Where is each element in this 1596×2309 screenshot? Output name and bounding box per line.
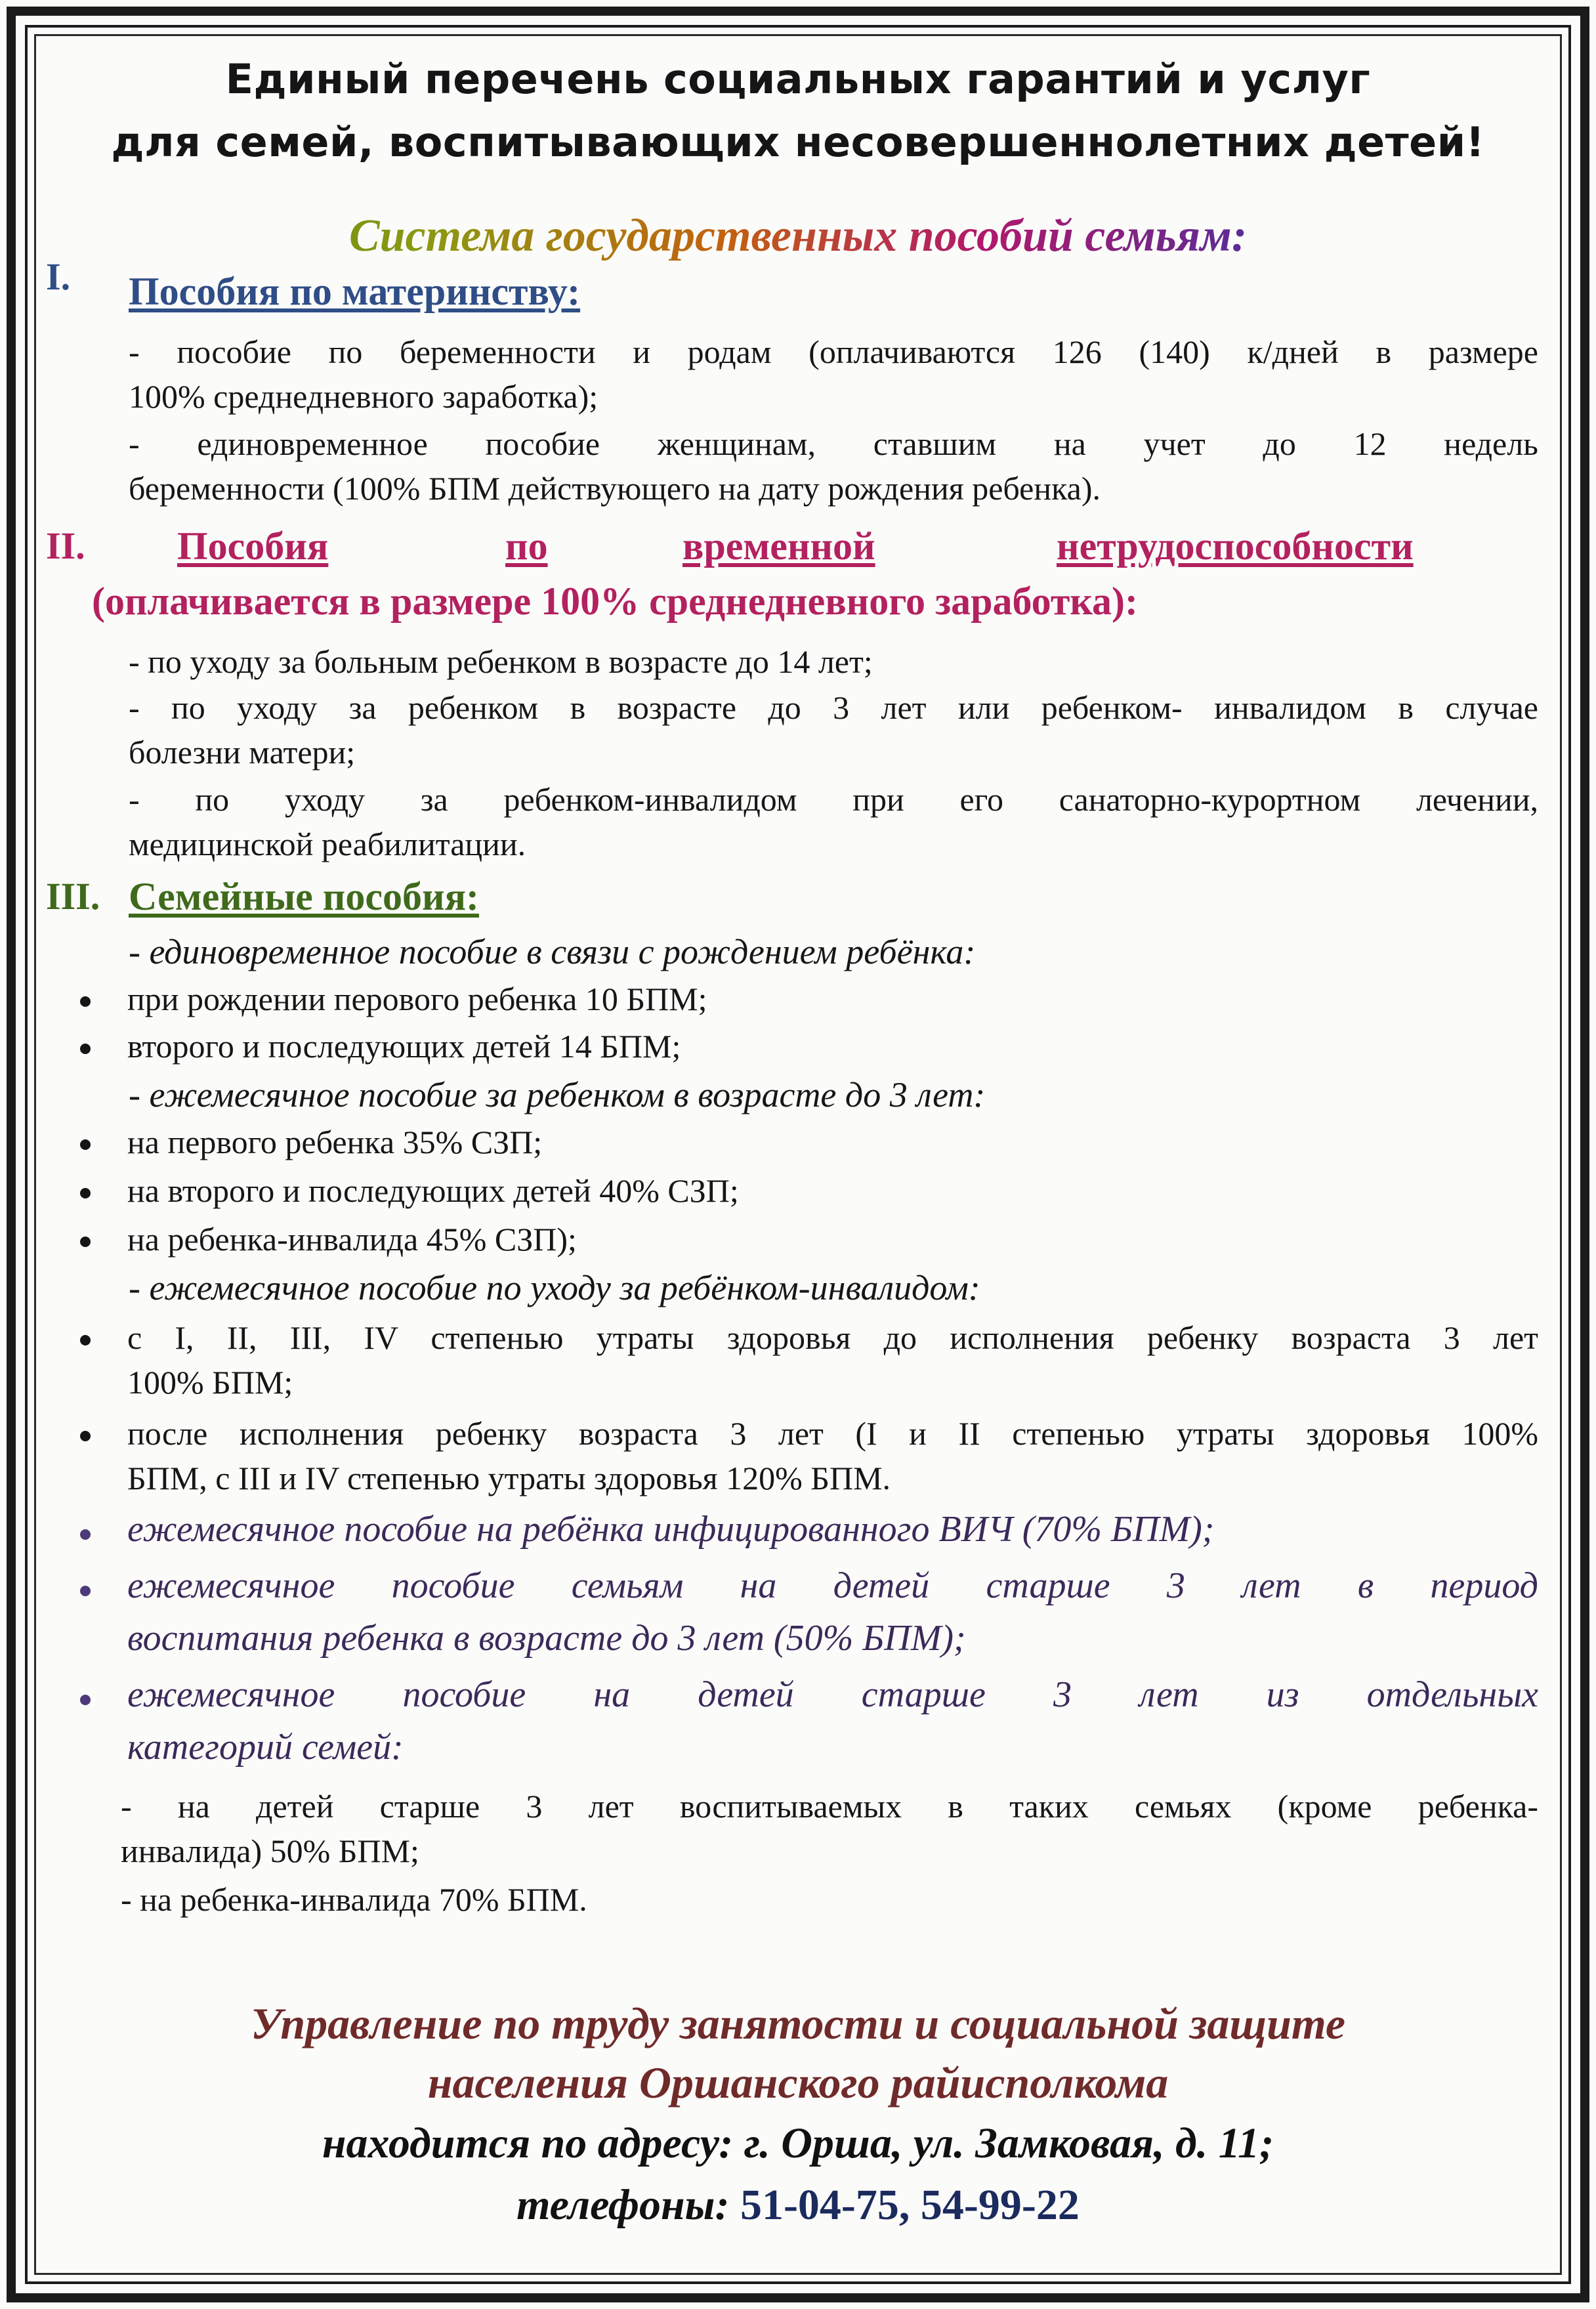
section3-bullet10-line1: ежемесячное пособие на детей старше 3 лет из отдельных [127, 1674, 1538, 1715]
section3-heading: Семейные пособия: [129, 875, 480, 918]
bullet-dot [80, 1139, 91, 1150]
bullet-dot [80, 1586, 91, 1596]
section3-bullet6-line2: 100% БПМ; [127, 1364, 293, 1401]
section2-item2-line1: - по уходу за ребенком в возрасте до 3 лет или ребенком- инвалидом в случае [129, 689, 1538, 726]
section3-detail2: - на ребенка-инвалида 70% БПМ. [121, 1881, 587, 1918]
section3-bullet2: второго и последующих детей 14 БПМ; [127, 1028, 681, 1065]
section3-bullet5: на ребенка-инвалида 45% СЗП); [127, 1221, 577, 1258]
section2-item2-line2: болезни матери; [129, 734, 356, 771]
section3-detail1-line2: инвалида) 50% БПМ; [121, 1832, 419, 1869]
section2-heading-word4: нетрудоспособности [1057, 524, 1414, 568]
section3-bullet1: при рождении перового ребенка 10 БПМ; [127, 981, 707, 1017]
bullet-dot [80, 1044, 91, 1054]
section1-number: I. [46, 255, 71, 298]
bullet-dot [80, 1335, 91, 1345]
section2-item1: - по уходу за больным ребенком в возрасте до 14 лет; [129, 643, 873, 680]
section3-bullet8: ежемесячное пособие на ребёнка инфицированного ВИЧ (70% БПМ); [127, 1509, 1215, 1550]
section3-number: III. [46, 875, 100, 918]
section3-sub3: - ежемесячное пособие по уходу за ребёнком-инвалидом: [129, 1268, 980, 1307]
subtitle: Система государственных пособий семьям: [46, 210, 1550, 263]
poster-content [46, 46, 1550, 2263]
bullet-dot [80, 1529, 91, 1540]
section3-detail1-line1: - на детей старше 3 лет воспитываемых в таких семьях (кроме ребенка- [121, 1788, 1538, 1825]
section1-para2-line1: - единовременное пособие женщинам, ставшим на учет до 12 недель [129, 425, 1538, 462]
section3-sub1: - единовременное пособие в связи с рождением ребёнка: [129, 932, 976, 971]
section2-item3-line1: - по уходу за ребенком-инвалидом при его санаторно-курортном лечении, [129, 781, 1538, 818]
section1-para1-line2: 100% среднедневного заработка); [129, 378, 598, 415]
footer-organization-line2: населения Оршанского райисполкома [427, 2058, 1169, 2108]
title-line-1: Единый перечень социальных гарантий и услуг [225, 55, 1371, 103]
section1-para2-line2: беременности (100% БПМ действующего на дату рождения ребенка). [129, 470, 1101, 507]
bullet-dot [80, 996, 91, 1007]
section3-bullet7-line2: БПМ, с III и IV степенью утраты здоровья 120% БПМ. [127, 1460, 891, 1496]
section3-bullet3: на первого ребенка 35% СЗП; [127, 1124, 543, 1160]
section1-para1-line1: - пособие по беременности и родам (оплачиваются 126 (140) к/дней в размере [129, 333, 1538, 370]
footer-organization-line1: Управление по труду занятости и социальной защите [250, 1999, 1346, 2048]
section2-item3-line2: медицинской реабилитации. [129, 826, 526, 862]
section3-bullet9-line2: воспитания ребенка в возрасте до 3 лет (50% БПМ); [127, 1618, 966, 1659]
bullet-dot [80, 1237, 91, 1247]
footer-phones-label: телефоны: [516, 2181, 730, 2229]
section3-sub2: - ежемесячное пособие за ребенком в возрасте до 3 лет: [129, 1075, 986, 1114]
bullet-dot [80, 1431, 91, 1441]
section3-bullet6-line1: с I, II, III, IV степенью утраты здоровья до исполнения ребенку возраста 3 лет [127, 1319, 1538, 1356]
footer-phones: 51-04-75, 54-99-22 [740, 2181, 1080, 2229]
bullet-dot [80, 1188, 91, 1198]
section2-heading-line2: (оплачивается в размере 100% среднедневного заработка): [92, 580, 1138, 623]
footer-phones-line [46, 2180, 1550, 2230]
section1-heading: Пособия по материнству: [129, 270, 581, 313]
section3-bullet9-line1: ежемесячное пособие семьям на детей старше 3 лет в период [127, 1565, 1538, 1606]
section2-number: II. [46, 524, 85, 567]
title-line-2: для семей, воспитывающих несовершеннолетних детей! [111, 118, 1485, 166]
section3-bullet7-line1: после исполнения ребенку возраста 3 лет (I и II степенью утраты здоровья 100% [127, 1415, 1538, 1452]
section2-heading-word1: Пособия [177, 524, 329, 568]
section2-heading-word3: временной [682, 524, 875, 568]
section2-heading-word2: по [505, 524, 548, 568]
bullet-dot [80, 1695, 91, 1705]
section3-bullet10-line2: категорий семей: [127, 1727, 404, 1768]
section3-bullet4: на второго и последующих детей 40% СЗП; [127, 1172, 739, 1209]
footer-address: находится по адресу: г. Орша, ул. Замковая, д. 11; [322, 2119, 1274, 2167]
